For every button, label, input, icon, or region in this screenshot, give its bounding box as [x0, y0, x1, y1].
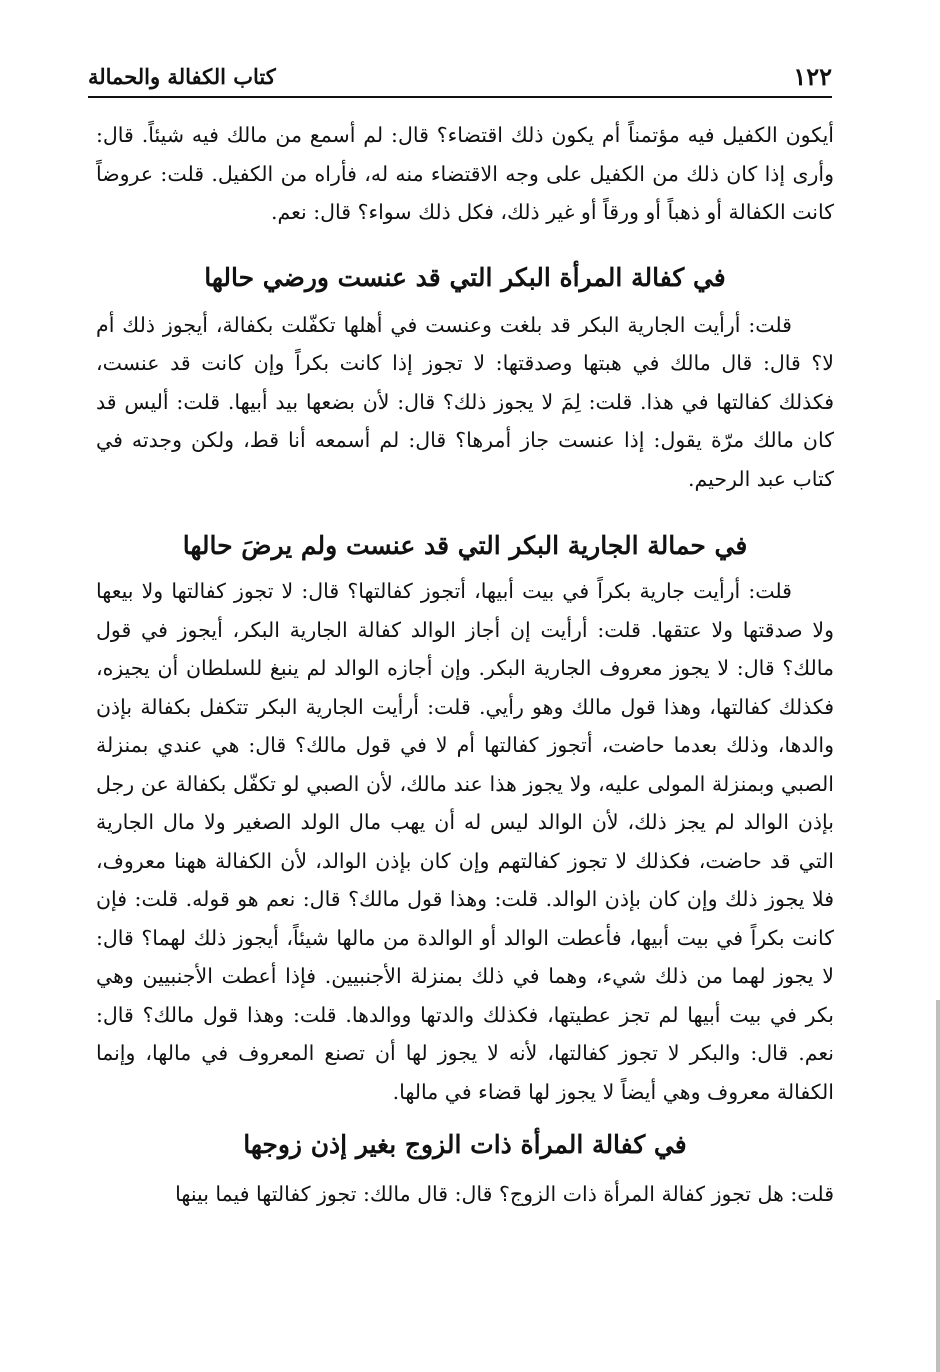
section-heading-2: في حمالة الجارية البكر التي قد عنست ولم يرضَ حالها: [182, 531, 748, 560]
section-2-paragraph: قلت: أرأيت جارية بكراً في بيت أبيها، أتجوز كفالتها؟ قال: لا تجوز كفالتها ولا بيعها ولا صدقتها ولا عتقها. قلت: أرأيت إن أجاز الوالد كفالة الجارية البكر، أيجوز في قول مالك؟ قال: لا يجوز معروف الجارية البكر. وإن أجازه الوالد لم ينبغ للسلطان أن يجيزه، فكذلك كفالتها، وهذا قول مالك وهو رأيي. قلت: أرأيت الجارية البكر تتكفل بكفالة بإذن والدها، وذلك بعدما حاضت، أتجوز كفالتها أم لا في قول مالك؟ قال: هي عندي بمنزلة الصبي وبمنزلة المولى عليه، ولا يجوز هذا عند مالك، لأن الصبي لو تكفّل بكفالة عن رجل بإذن الوالد لم يجز ذلك، لأن الوالد ليس له أن يهب مال الولد الصغير ولا مال الجارية التي قد حاضت، فكذلك لا تجوز كفالتهم وإن كان بإذن الوالد، لأن الكفالة ههنا معروف، فلا يجوز ذلك وإن كان بإذن الوالد. قلت: وهذا قول مالك؟ قال: نعم هو قوله. قلت: فإن كانت بكراً في بيت أبيها، فأعطت الوالد أو الوالدة من مالها شيئاً، أيجوز ذلك لهما؟ قال: لا يجوز لهما من ذلك شيء، وهما في ذلك بمنزلة الأجنبيين. فإذا أعطت الأجنبيين وهي بكر في بيت أبيها لم تجز عطيتها، فكذلك والدتها ووالدها. قلت: وهذا قول مالك؟ قال: نعم. قال: والبكر لا تجوز كفالتها، لأنه لا يجوز لها أن تصنع المعروف في مالها، وإنما الكفالة معروف وهي أيضاً لا يجوز لها قضاء في مالها.: [96, 579, 834, 1104]
section-3-paragraph: قلت: هل تجوز كفالة المرأة ذات الزوج؟ قال: قال مالك: تجوز كفالتها فيما بينها: [175, 1182, 834, 1206]
page-number: ١٢٢: [793, 62, 832, 91]
section-1-paragraph: قلت: أرأيت الجارية البكر قد بلغت وعنست في أهلها تكفّلت بكفالة، أيجوز ذلك أم لا؟ قال: قال مالك في هبتها وصدقتها: لا تجوز إذا كانت بكراً وإن كانت قد عنست، فكذلك كفالتها في هذا. قلت: لِمَ لا يجوز ذلك؟ قال: لأن بضعها بيد أبيها. قلت: أليس قد كان مالك مرّة يقول: إذا عنست جاز أمرها؟ قال: لم أسمعه أنا قط، ولكن وجدته في كتاب عبد الرحيم.: [96, 312, 834, 491]
page-header: [88, 58, 832, 94]
scan-edge-shadow: [936, 1000, 940, 1372]
page-body: [96, 116, 834, 1214]
continuation-paragraph: أيكون الكفيل فيه مؤتمناً أم يكون ذلك اقتضاء؟ قال: لم أسمع من مالك فيه شيئاً. قال: وأرى إذا كان ذلك من الكفيل على وجه الاقتضاء منه له، فأراه من الكفيل. قلت: عروضاً كانت الكفالة أو ذهباً أو ورقاً أو غير ذلك، فكل ذلك سواء؟ قال: نعم.: [96, 123, 834, 224]
section-heading-3: في كفالة المرأة ذات الزوج بغير إذن زوجها: [243, 1130, 687, 1159]
running-title: كتاب الكفالة والحمالة: [88, 64, 276, 89]
header-divider: [88, 96, 832, 98]
section-heading-1: في كفالة المرأة البكر التي قد عنست ورضي حالها: [204, 262, 726, 292]
